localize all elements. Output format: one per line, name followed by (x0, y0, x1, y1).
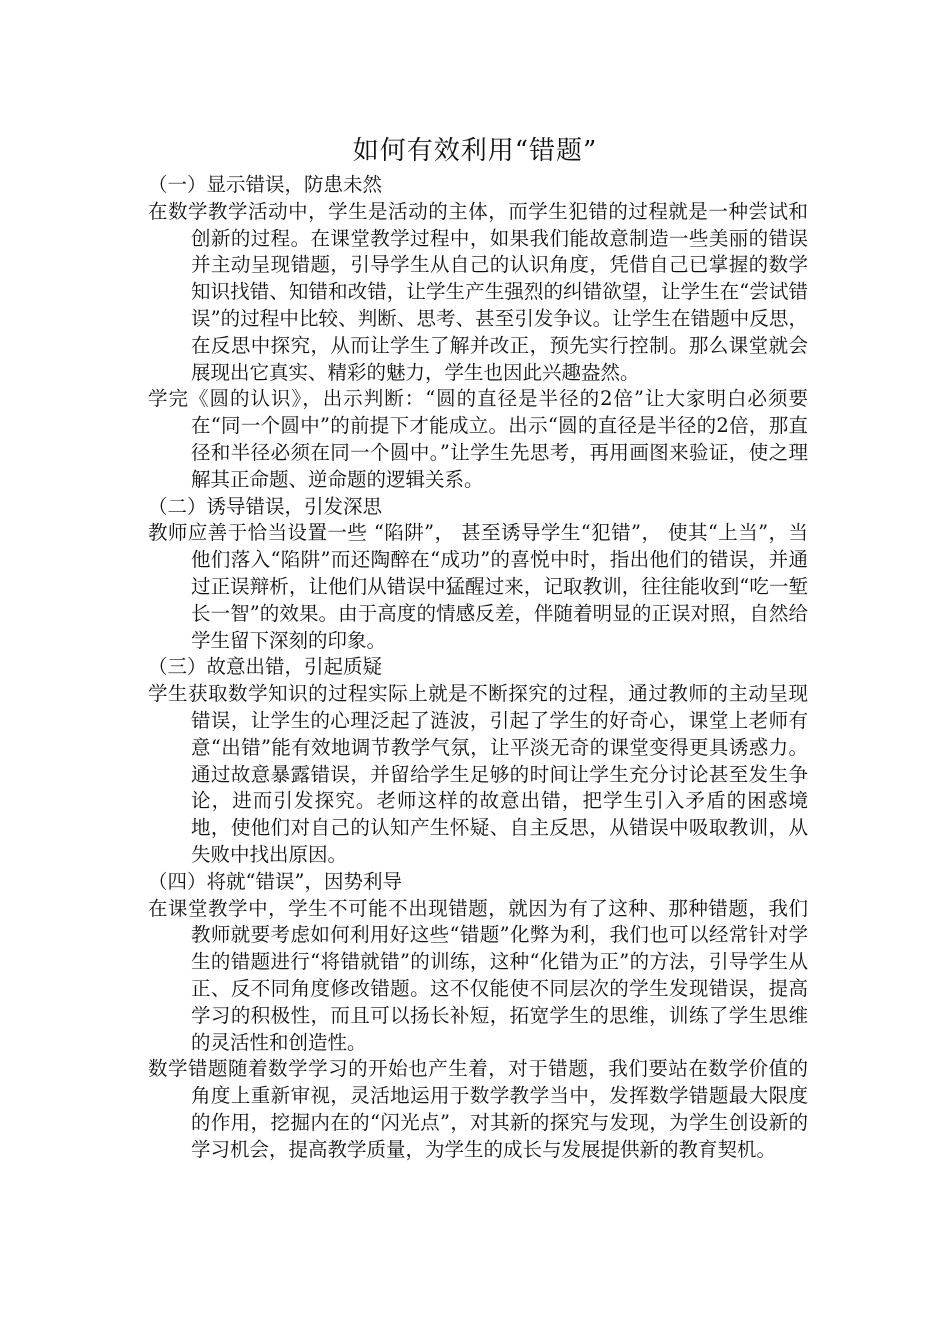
section-4-paragraph-1: 在课堂教学中，学生不可能不出现错题，就因为有了这种、那种错题，我们教师就要考虑如何利用好这些“错题”化弊为利，我们也可以经常针对学生的错题进行“将错就错”的训练，这种“化错为正”的方法，引导学生从正、反不同角度修改错题。这不仅能使不同层次的学生发现错误，提高学习的积极性，而且可以扬长补短，拓宽学生的思维，训练了学生思维的灵活性和创造性。 (148, 896, 808, 1054)
section-3-paragraph-1: 学生获取数学知识的过程实际上就是不断探究的过程，通过教师的主动呈现错误，让学生的心理泛起了涟波，引起了学生的好奇心，课堂上老师有意“出错”能有效地调节教学气氛，让平淡无奇的课堂变得更具诱惑力。通过故意暴露错误，并留给学生足够的时间让学生充分讨论甚至发生争论，进而引发探究。老师这样的故意出错，把学生引入矛盾的困惑境地，使他们对自己的认知产生怀疑、自主反思，从错误中吸取教训，从失败中找出原因。 (148, 682, 808, 866)
section-1-paragraph-2: 学完《圆的认识》，出示判断：“圆的直径是半径的2倍”让大家明白必须要在“同一个圆中”的前提下才能成立。出示“圆的直径是半径的2倍，那直径和半径必须在同一个圆中。”让学生先思考，再用画图来验证，使之理解其正命题、逆命题的逻辑关系。 (148, 387, 808, 491)
section-2-paragraph-1: 教师应善于恰当设置一些 “陷阱”， 甚至诱导学生“犯错”， 使其“上当”，当他们落入“陷阱”而还陶醉在“成功”的喜悦中时，指出他们的错误，并通过正误辩析，让他们从错误中猛醒过来，记取教训，往往能收到“吃一堑长一智”的效果。由于高度的情感反差，伴随着明显的正误对照，自然给学生留下深刻的印象。 (148, 521, 808, 652)
section-heading-4: （四）将就“错误”，因势利导 (148, 869, 402, 893)
section-heading-1: （一）显示错误，防患未然 (148, 173, 383, 196)
section-heading-3: （三）故意出错，引起质疑 (148, 655, 383, 679)
document-body (148, 172, 808, 1163)
section-heading-2: （二）诱导错误，引发深思 (148, 494, 383, 518)
section-1-paragraph-1: 在数学教学活动中，学生是活动的主体，而学生犯错的过程就是一种尝试和创新的过程。在课堂教学过程中，如果我们能故意制造一些美丽的错误并主动呈现错题，引导学生从自己的认识角度，凭借自己已掌握的数学知识找错、知错和改错，让学生产生强烈的纠错欲望，让学生在“尝试错误”的过程中比较、判断、思考、甚至引发争议。让学生在错题中反思，在反思中探究，从而让学生了解并改正，预先实行控制。那么课堂就会展现出它真实、精彩的魅力，学生也因此兴趣盎然。 (148, 199, 808, 384)
document-title: 如何有效利用“错题” (352, 136, 598, 166)
section-4-paragraph-2: 数学错题随着数学学习的开始也产生着，对于错题，我们要站在数学价值的角度上重新审视，灵活地运用于数学教学当中，发挥数学错题最大限度的作用，挖掘内在的“闪光点”，对其新的探究与发现，为学生创设新的学习机会，提高教学质量，为学生的成长与发展提供新的教育契机。 (148, 1057, 808, 1161)
